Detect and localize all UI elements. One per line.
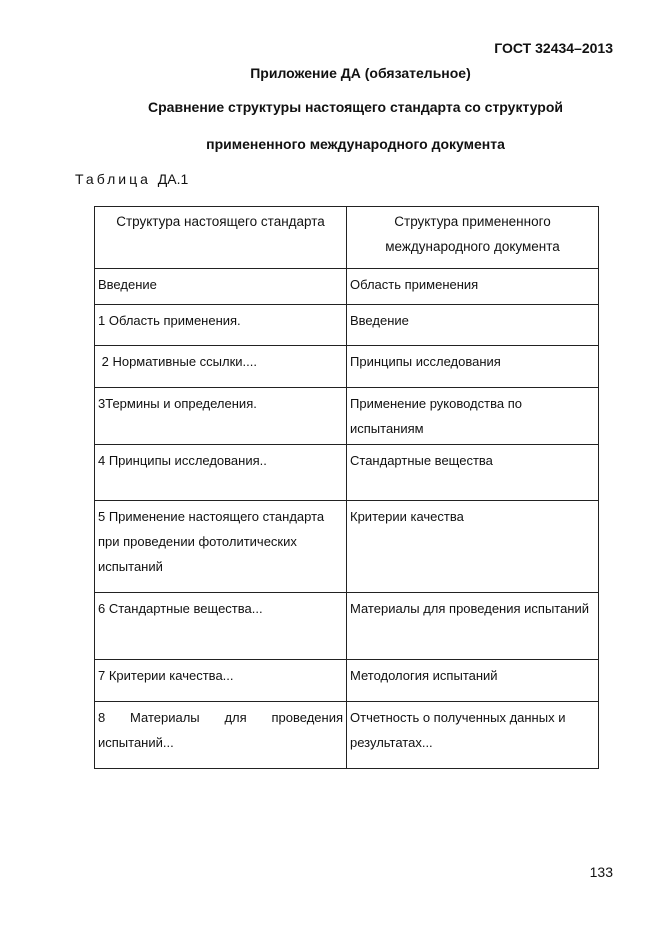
cell-left: 5 Применение настоящего стандарта при проведении фотолитических испытаний — [95, 501, 347, 593]
cell-right: Введение — [347, 305, 599, 346]
comparison-table — [94, 206, 599, 769]
cell-right: Материалы для проведения испытаний — [347, 593, 599, 660]
table-row — [95, 445, 599, 501]
cell-left: 3Термины и определения. — [95, 388, 347, 445]
page-number: 133 — [589, 864, 613, 880]
heading-line-1: Сравнение структуры настоящего стандарта со структурой — [148, 99, 563, 115]
cell-right: Применение руководства по испытаниям — [347, 388, 599, 445]
table-row — [95, 305, 599, 346]
heading-line-2: примененного международного документа — [206, 136, 505, 152]
standard-code: ГОСТ 32434–2013 — [494, 40, 613, 56]
table-row — [95, 660, 599, 702]
cell-right: Область применения — [347, 269, 599, 305]
table-row — [95, 269, 599, 305]
table-row — [95, 388, 599, 445]
cell-right: Методология испытаний — [347, 660, 599, 702]
table-label-code: ДА.1 — [157, 171, 189, 187]
table-label-word: Таблица — [75, 171, 151, 187]
table-row — [95, 501, 599, 593]
table-row — [95, 346, 599, 388]
cell-left: 8 Материалы для проведения испытаний... — [95, 702, 347, 769]
cell-left: 2 Нормативные ссылки.... — [95, 346, 347, 388]
cell-left: 4 Принципы исследования.. — [95, 445, 347, 501]
cell-left: 7 Критерии качества... — [95, 660, 347, 702]
table-row — [95, 702, 599, 769]
header-cell-international-document: Структура примененного международного документа — [347, 207, 599, 269]
appendix-title: Приложение ДА (обязательное) — [250, 65, 471, 81]
cell-right: Принципы исследования — [347, 346, 599, 388]
cell-left: 1 Область применения. — [95, 305, 347, 346]
table-row — [95, 593, 599, 660]
cell-left: 6 Стандартные вещества... — [95, 593, 347, 660]
header-cell-current-standard: Структура настоящего стандарта — [95, 207, 347, 269]
table-label — [75, 171, 188, 187]
cell-right: Стандартные вещества — [347, 445, 599, 501]
table-header-row — [95, 207, 599, 269]
cell-right: Критерии качества — [347, 501, 599, 593]
cell-left: Введение — [95, 269, 347, 305]
cell-right: Отчетность о полученных данных и результатах... — [347, 702, 599, 769]
